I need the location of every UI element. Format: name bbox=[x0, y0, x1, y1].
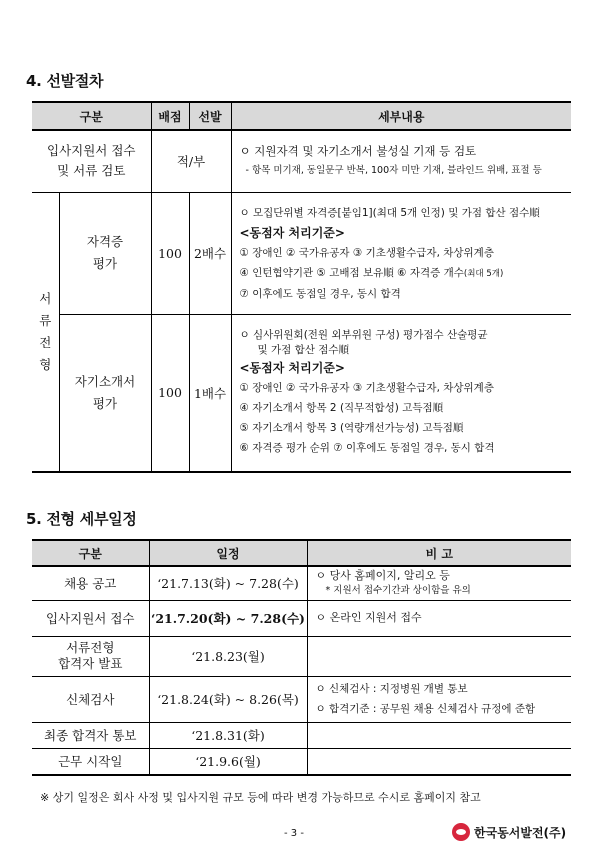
company-logo bbox=[452, 823, 566, 841]
logo-text: 한국동서발전(주) bbox=[474, 825, 567, 840]
tie-note: (최대 5개) bbox=[463, 268, 504, 279]
schedule-date: ‘21.7.13(화) ~ 7.28(수) bbox=[149, 566, 307, 600]
selection-procedure-table bbox=[32, 101, 571, 473]
tie-title: <동점자 처리기준> bbox=[239, 225, 345, 240]
schedule-note bbox=[307, 722, 571, 748]
schedule-note bbox=[307, 636, 571, 676]
schedule-note: ㅇ 온라인 지원서 접수 bbox=[307, 600, 571, 636]
note-line: ㅇ 신체검사 : 지정병원 개별 통보 bbox=[315, 683, 468, 695]
note-line: ㅇ 당사 홈페이지, 알리오 등 bbox=[315, 569, 450, 583]
score: 100 bbox=[151, 314, 189, 472]
detail-line: ㅇ 모집단위별 자격증[붙임1](최대 5개 인정) 및 가점 합산 점수順 bbox=[239, 206, 540, 219]
schedule-date: ‘21.8.31(화) bbox=[149, 722, 307, 748]
detail-line: ㅇ 심사위원회(전원 외부위원 구성) 평가점수 산술평균 bbox=[239, 328, 488, 341]
group-char: 형 bbox=[39, 356, 52, 372]
row-label-line: 평가 bbox=[92, 395, 118, 411]
row-label-line: 및 서류 검토 bbox=[57, 163, 126, 179]
table-row bbox=[32, 192, 571, 314]
row-detail bbox=[231, 314, 571, 472]
group-label bbox=[32, 192, 59, 472]
schedule-label: 입사지원서 접수 bbox=[32, 600, 149, 636]
schedule-date: ‘21.8.23(월) bbox=[149, 636, 307, 676]
detail-line: 및 가점 합산 점수順 bbox=[257, 343, 350, 356]
tie-title: <동점자 처리기준> bbox=[239, 360, 345, 375]
schedule-note bbox=[307, 676, 571, 722]
schedule-date: ‘21.9.6(월) bbox=[149, 748, 307, 775]
score: 100 bbox=[151, 192, 189, 314]
table-row bbox=[32, 748, 571, 775]
tie-line: ④ 자기소개서 항목 2 (직무적합성) 고득점順 bbox=[239, 401, 444, 414]
schedule-label: 최종 합격자 통보 bbox=[32, 722, 149, 748]
header-schedule: 일정 bbox=[149, 540, 307, 566]
page-number: - 3 - bbox=[284, 828, 304, 839]
table-header-row bbox=[32, 540, 571, 566]
select-ratio: 1배수 bbox=[189, 314, 231, 472]
row-label-line: 평가 bbox=[92, 256, 118, 271]
row-label bbox=[32, 130, 151, 192]
tie-line: ⑦ 이후에도 동점일 경우, 동시 합격 bbox=[239, 287, 401, 300]
row-detail bbox=[231, 192, 571, 314]
schedule-label: 신체검사 bbox=[32, 676, 149, 722]
tie-line: ⑥ 자격증 평가 순위 ⑦ 이후에도 동점일 경우, 동시 합격 bbox=[239, 441, 495, 454]
section4-title: 4. 선발절차 bbox=[26, 72, 104, 90]
header-category: 구분 bbox=[32, 540, 149, 566]
row-detail bbox=[231, 130, 571, 192]
pass-fail: 적/부 bbox=[151, 130, 231, 192]
table-row bbox=[32, 636, 571, 676]
row-label bbox=[59, 192, 151, 314]
row-label bbox=[59, 314, 151, 472]
table-row bbox=[32, 130, 571, 192]
tie-line: ⑤ 자기소개서 항목 3 (역량개선가능성) 고득점順 bbox=[239, 421, 464, 434]
schedule-note bbox=[307, 566, 571, 600]
tie-line: ① 장애인 ② 국가유공자 ③ 기초생활수급자, 차상위계층 bbox=[239, 381, 494, 394]
table-header-row bbox=[32, 102, 571, 130]
select-ratio: 2배수 bbox=[189, 192, 231, 314]
schedule-date: ‘21.8.24(화) ~ 8.26(목) bbox=[149, 676, 307, 722]
schedule-date: ‘21.7.20(화) ~ 7.28(수) bbox=[149, 600, 307, 636]
note-line: ㅇ 합격기준 : 공무원 채용 신체검사 규정에 준함 bbox=[315, 703, 536, 715]
detail-line: ㅇ 지원자격 및 자기소개서 불성실 기재 등 검토 bbox=[239, 144, 477, 159]
row-label-line: 자기소개서 bbox=[74, 373, 136, 389]
group-char: 전 bbox=[39, 334, 52, 350]
schedule-footnote: ※ 상기 일정은 회사 사정 및 입사지원 규모 등에 따라 변경 가능하므로 수시로 홈페이지 참고 bbox=[40, 791, 481, 804]
table-row bbox=[32, 676, 571, 722]
label-line: 서류전형 bbox=[66, 640, 115, 655]
schedule-note bbox=[307, 748, 571, 775]
row-label-line: 입사지원서 접수 bbox=[47, 143, 136, 159]
table-row bbox=[32, 722, 571, 748]
logo-icon bbox=[452, 823, 470, 841]
header-detail: 세부내용 bbox=[231, 102, 571, 130]
table-row bbox=[32, 314, 571, 472]
header-score: 배점 bbox=[151, 102, 189, 130]
schedule-label: 근무 시작일 bbox=[32, 748, 149, 775]
label-line: 합격자 발표 bbox=[58, 656, 123, 671]
tie-line bbox=[240, 263, 572, 284]
section5-title: 5. 전형 세부일정 bbox=[26, 510, 137, 528]
schedule-table bbox=[32, 539, 571, 776]
header-select: 선발 bbox=[189, 102, 231, 130]
group-char: 서 bbox=[39, 290, 52, 306]
schedule-label bbox=[32, 636, 149, 676]
row-label-line: 자격증 bbox=[86, 234, 124, 249]
tie-line: ① 장애인 ② 국가유공자 ③ 기초생활수급자, 차상위계층 bbox=[239, 246, 494, 259]
tie-text: ④ 인턴협약기관 ⑤ 고배점 보유順 ⑥ 자격증 개수 bbox=[239, 266, 464, 279]
header-note: 비 고 bbox=[307, 540, 571, 566]
header-category: 구분 bbox=[32, 102, 151, 130]
schedule-label: 채용 공고 bbox=[32, 566, 149, 600]
detail-line: - 항목 미기재, 동일문구 반복, 100자 미만 기재, 블라인드 위배, 표절 등 bbox=[245, 165, 542, 177]
table-row bbox=[32, 600, 571, 636]
note-line: * 지원서 접수기간과 상이함을 유의 bbox=[325, 585, 471, 597]
group-char: 류 bbox=[39, 312, 52, 328]
table-row bbox=[32, 566, 571, 600]
